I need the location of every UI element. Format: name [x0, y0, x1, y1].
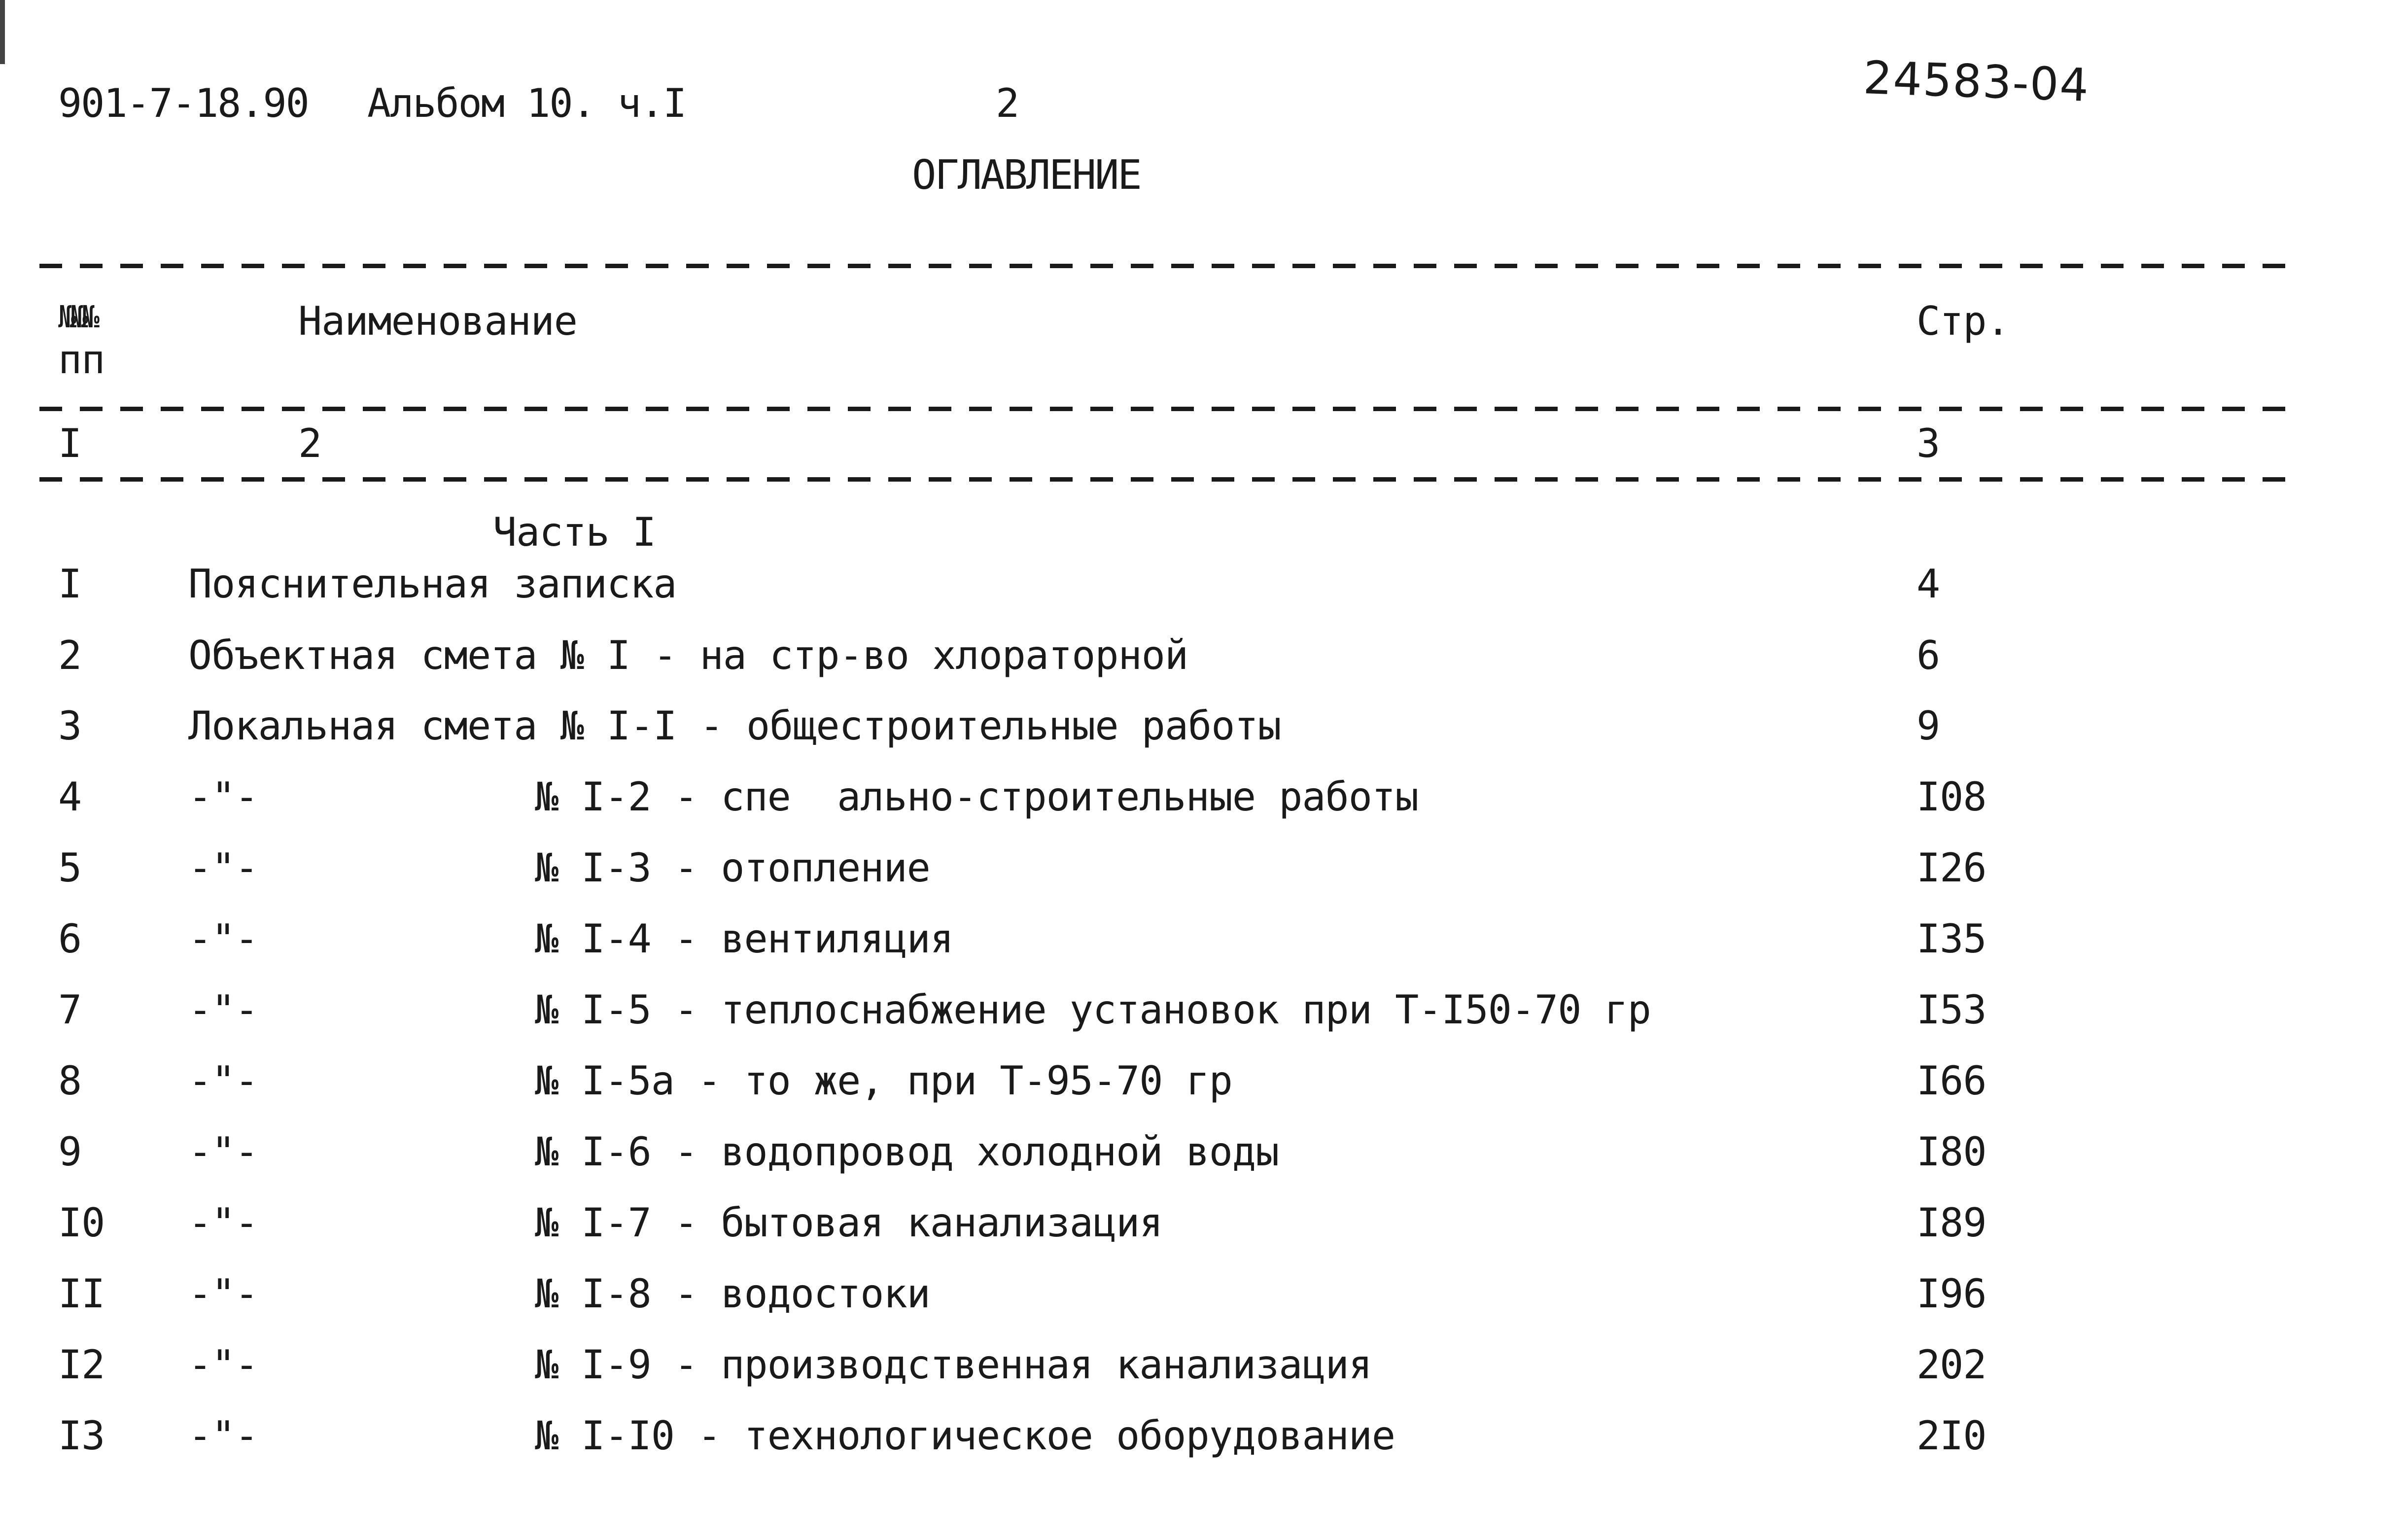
- row-number: I0: [58, 1200, 105, 1246]
- column-header-number: №№№: [58, 299, 93, 335]
- row-number: 3: [58, 703, 82, 749]
- row-page: 2I0: [1917, 1413, 1987, 1459]
- page-title: ОГЛАВЛЕНИЕ: [912, 152, 1141, 199]
- row-name: -"-: [188, 1342, 258, 1388]
- row-name: -"-: [188, 774, 258, 820]
- row-name: -"-: [188, 1129, 258, 1175]
- row-number: 7: [58, 987, 82, 1033]
- row-page: I66: [1917, 1058, 1987, 1104]
- section-title: Часть I: [493, 509, 656, 555]
- row-number: I2: [58, 1342, 105, 1388]
- row-number: 6: [58, 916, 82, 962]
- row-name: Пояснительная записка: [188, 561, 677, 607]
- row-name: -"-: [188, 987, 258, 1033]
- row-smeta: № I-8 - водостоки: [535, 1271, 930, 1317]
- row-page: 4: [1917, 561, 1940, 607]
- column-number-3: 3: [1917, 420, 1940, 466]
- column-number-2: 2: [298, 420, 322, 466]
- row-smeta: № I-5 - теплоснабжение установок при Т-I50-70 гр: [535, 987, 1651, 1033]
- row-smeta: № I-5а - то же, при Т-95-70 гр: [535, 1058, 1232, 1104]
- column-header-name: Наименование: [298, 298, 577, 344]
- row-smeta: № I-7 - бытовая канализация: [535, 1200, 1163, 1246]
- row-number: 5: [58, 845, 82, 891]
- row-page: 202: [1917, 1342, 1987, 1388]
- row-page: 9: [1917, 703, 1940, 749]
- row-name: -"-: [188, 1271, 258, 1317]
- row-name: -"-: [188, 916, 258, 962]
- row-name: -"-: [188, 845, 258, 891]
- row-page: I80: [1917, 1129, 1987, 1175]
- row-smeta: № I-2 - спе ально-строительные работы: [535, 774, 1419, 820]
- row-page: I53: [1917, 987, 1987, 1033]
- row-name: Объектная смета № I - на стр-во хлораторной: [188, 632, 1188, 678]
- row-number: I: [58, 561, 82, 607]
- row-page: I08: [1917, 774, 1987, 820]
- column-header-number-pp: пп: [58, 337, 105, 383]
- column-header-page: Стр.: [1917, 298, 2010, 344]
- column-numbers-divider: [39, 477, 2302, 482]
- row-number: 9: [58, 1129, 82, 1175]
- row-number: II: [58, 1271, 105, 1317]
- row-page: I35: [1917, 916, 1987, 962]
- album-label: Альбом 10. ч.I: [367, 80, 686, 126]
- row-number: I3: [58, 1413, 105, 1459]
- scan-edge-mark: [0, 0, 5, 64]
- row-smeta: № I-6 - водопровод холодной воды: [535, 1129, 1279, 1175]
- row-number: 8: [58, 1058, 82, 1104]
- archive-number: 24583-04: [1862, 51, 2091, 112]
- row-smeta: № I-9 - производственная канализация: [535, 1342, 1372, 1388]
- table-top-divider: [39, 264, 2302, 268]
- row-page: I96: [1917, 1271, 1987, 1317]
- row-name: -"-: [188, 1200, 258, 1246]
- row-name: Локальная смета № I-I - общестроительные работы: [188, 703, 1281, 749]
- header-divider: [39, 407, 2302, 411]
- row-name: -"-: [188, 1058, 258, 1104]
- document-code: 901-7-18.90: [58, 80, 309, 126]
- page-number: 2: [996, 80, 1019, 126]
- row-smeta: № I-4 - вентиляция: [535, 916, 953, 962]
- row-page: 6: [1917, 632, 1940, 678]
- row-number: 4: [58, 774, 82, 820]
- row-smeta: № I-3 - отопление: [535, 845, 930, 891]
- row-smeta: № I-I0 - технологическое оборудование: [535, 1413, 1395, 1459]
- row-page: I89: [1917, 1200, 1987, 1246]
- row-number: 2: [58, 632, 82, 678]
- column-number-1: I: [58, 420, 82, 466]
- row-name: -"-: [188, 1413, 258, 1459]
- row-page: I26: [1917, 845, 1987, 891]
